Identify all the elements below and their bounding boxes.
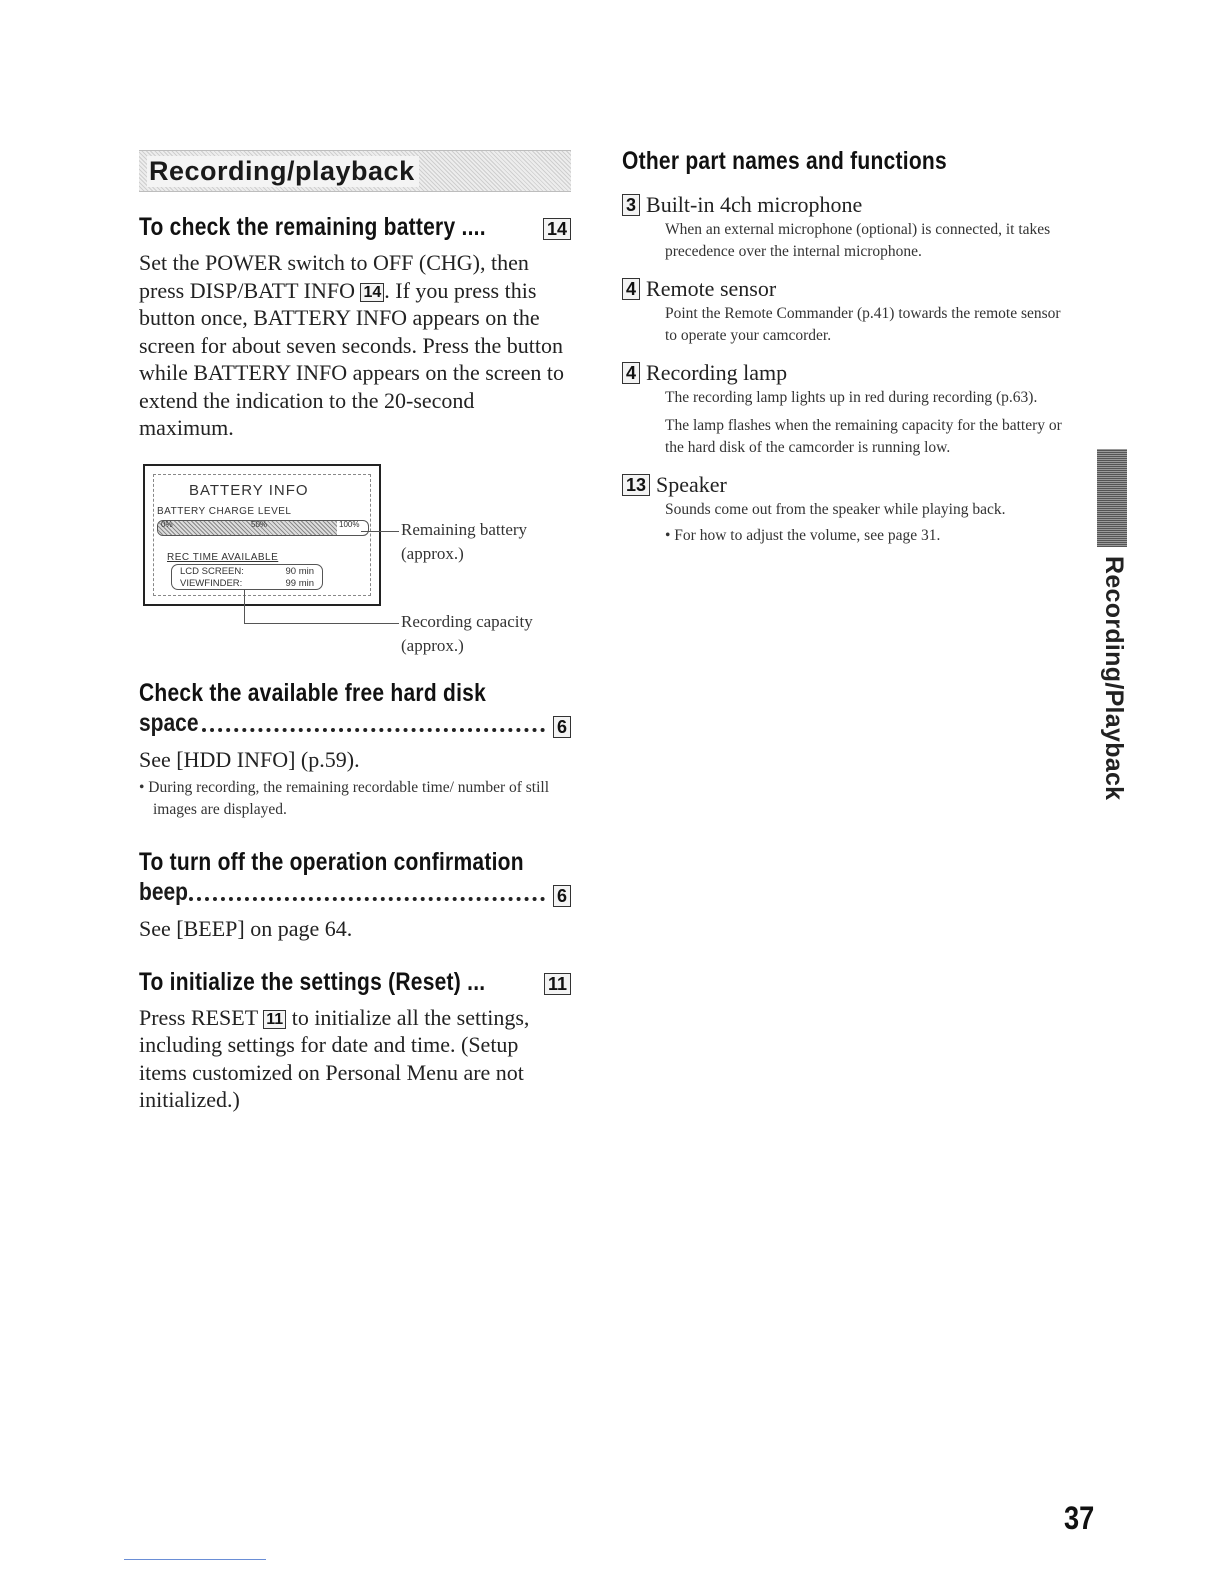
part-title: Recording lamp [646, 360, 788, 385]
dot-leader [189, 897, 545, 901]
battery-heading: To check the remaining battery .... [139, 213, 486, 241]
viewfinder-value: 99 min [285, 577, 314, 589]
reset-body-ref: 11 [263, 1010, 286, 1029]
dot-leader [202, 728, 545, 732]
battery-heading-ref: 14 [543, 218, 571, 240]
battery-body-text-2: . If you press this button once, BATTERY INFO appears on the screen for about seven seconds. Press the button while BATTERY INFO appears on the screen to extend the indication to the 20-second maximum. [139, 277, 565, 440]
part-item [622, 191, 1062, 263]
beep-section [139, 847, 571, 943]
disk-body: See [HDD INFO] (p.59). [139, 746, 360, 772]
left-column [139, 150, 571, 1114]
battery-leader-line [361, 531, 399, 532]
beep-heading-line1: To turn off the operation confirmation [139, 848, 524, 876]
reset-heading-block [139, 967, 571, 998]
recording-leader-line [244, 623, 399, 624]
other-parts-heading: Other part names and functions [622, 147, 947, 175]
battery-body [139, 249, 571, 442]
lcd-screen [143, 464, 381, 606]
part-item [622, 275, 1062, 347]
battery-body-text-1: Set the POWER switch to OFF (CHG), then press DISP/BATT INFO [139, 250, 529, 303]
part-note: Point the Remote Commander (p.41) towards the remote sensor to operate your camcorder. [665, 305, 1061, 344]
part-note: When an external microphone (optional) is connected, it takes precedence over the internal microphone. [665, 221, 1051, 260]
part-note: The recording lamp lights up in red during recording (p.63). [665, 389, 1038, 406]
disk-note: • During recording, the remaining recordable time/ number of still images are displayed. [139, 779, 550, 818]
part-item [622, 471, 1062, 547]
part-note: • For how to adjust the volume, see page 31. [665, 527, 941, 544]
part-ref: 4 [622, 278, 640, 300]
recording-leader-vertical [244, 590, 245, 623]
disk-heading-line2 [139, 709, 571, 738]
charge-level-fill [158, 521, 337, 535]
side-section-label-text: Recording/Playback [1100, 556, 1128, 801]
section-banner [139, 150, 571, 192]
part-ref: 3 [622, 194, 640, 216]
charge-level-label: BATTERY CHARGE LEVEL [157, 505, 292, 517]
reset-heading: To initialize the settings (Reset) ... [139, 967, 486, 996]
section-tab-marker [1097, 449, 1127, 547]
battery-callout: Remaining battery (approx.) [401, 519, 528, 563]
reset-body [139, 1004, 571, 1114]
battery-heading-block [139, 212, 571, 243]
rec-time-label: REC TIME AVAILABLE [167, 551, 279, 563]
part-title: Speaker [656, 472, 727, 497]
lcd-title: BATTERY INFO [189, 481, 309, 499]
battery-body-ref: 14 [360, 283, 384, 302]
part-ref: 4 [622, 362, 640, 384]
beep-heading-word: beep [139, 878, 189, 906]
disk-heading-line1: Check the available free hard disk [139, 678, 487, 707]
right-column [622, 146, 1062, 547]
scale-50: 50% [251, 519, 268, 529]
part-ref: 13 [622, 474, 650, 496]
beep-heading-line2 [139, 878, 571, 907]
beep-body: See [BEEP] on page 64. [139, 916, 353, 941]
rec-time-box [171, 564, 323, 590]
reset-heading-ref: 11 [544, 973, 571, 995]
section-banner-title: Recording/playback [147, 156, 419, 187]
reset-body-text-2: to initialize all the settings, including settings for date and time. (Setup items customized on Personal Menu are not initialized.) [139, 1004, 530, 1112]
scale-0: 0% [161, 519, 173, 529]
viewfinder-label: VIEWFINDER: [180, 577, 243, 589]
part-item [622, 359, 1062, 459]
disk-section [139, 678, 571, 822]
lcd-screen-value: 90 min [285, 565, 314, 577]
page-number: 37 [1064, 1500, 1095, 1536]
part-title: Built-in 4ch microphone [646, 192, 863, 217]
part-title: Remote sensor [646, 276, 777, 301]
reset-body-text-1: Press RESET [139, 1004, 264, 1030]
side-section-label [1098, 556, 1128, 801]
beep-heading-ref: 6 [553, 885, 571, 907]
disk-heading-word: space [139, 708, 199, 737]
battery-info-diagram [139, 464, 571, 654]
scale-100: 100% [339, 519, 360, 529]
disk-heading-ref: 6 [553, 716, 571, 738]
part-note: Sounds come out from the speaker while playing back. [665, 501, 1006, 518]
recording-callout: Recording capacity (approx.) [401, 611, 533, 655]
footer-line [124, 1559, 266, 1560]
lcd-screen-label: LCD SCREEN: [180, 565, 244, 577]
part-note: The lamp flashes when the remaining capacity for the battery or the hard disk of the camcorder is running low. [665, 417, 1062, 456]
